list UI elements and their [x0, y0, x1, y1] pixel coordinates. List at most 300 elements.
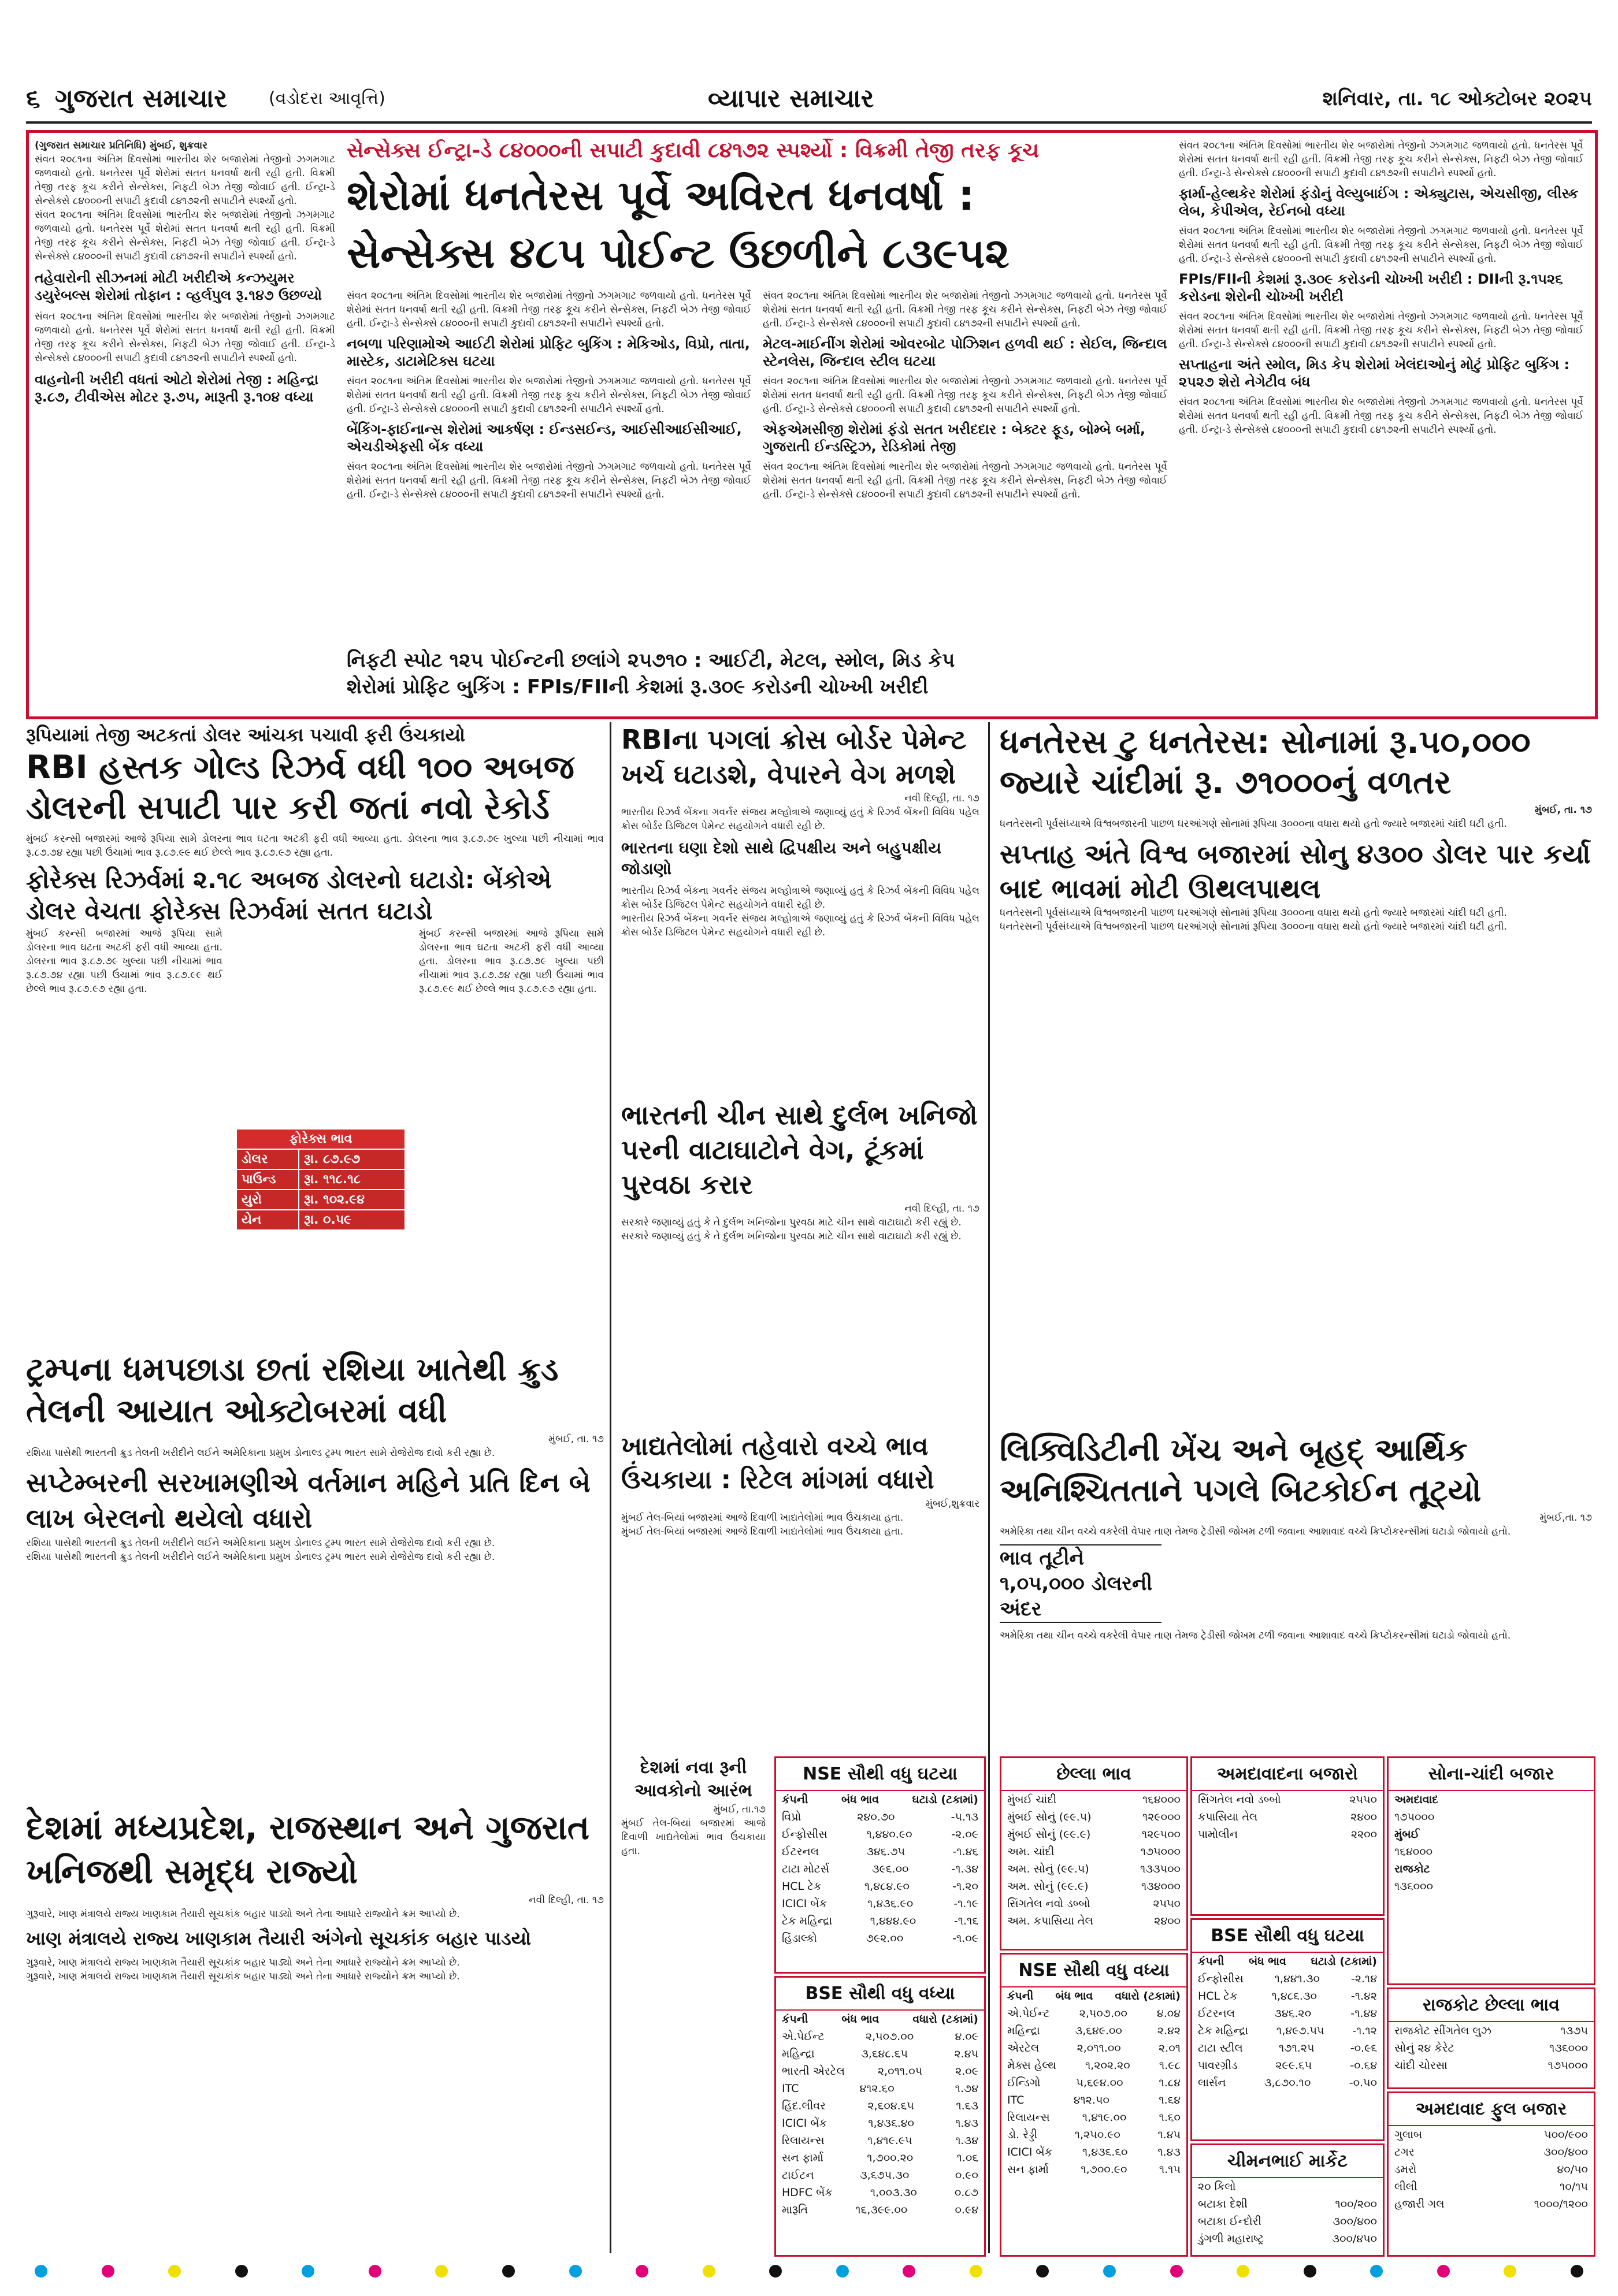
- table-row: [776, 1930, 984, 1947]
- table-cell: રાજકોટ સીંગતેલ લુઝ: [1394, 2024, 1491, 2037]
- gold-text-3: ધનતેરસની પૂર્વસંધ્યાએ વિશ્વબજારની પાછળ ઘરઆંગણે સોનામાં રૂપિયા ૩૦૦૦ના વધારા થયો હતો જ્યારે બજારમાં ચાંદી ઘટી હતી.: [1000, 921, 1507, 932]
- table-body: [776, 1808, 984, 1947]
- table-row: [776, 1878, 984, 1895]
- lead-right-text4: સંવત ૨૦૮૧ના અંતિમ દિવસોમાં ભારતીય શેર બજારોમાં તેજીનો ઝગમગાટ જળવાયો હતો. ધનતેરસ પૂર્વે શેરોમાં સતત ધનવર્ષા થતી રહી હતી. વિક્રમી તેજી તરફ કૂચ કરીને સેન્સેક્સ, નિફટી બેઝ તેજી જોવાઈ હતી. ઈન્ટ્રા-ડે સેન્સેક્સે ૮૪૦૦૦ની સપાટી કુદાવી ૮૪૧૭૨ની સપાટીને સ્પર્શ્યો હતો.: [1179, 396, 1583, 436]
- lead-headline2-wrap: [347, 228, 1167, 280]
- forex-box: [237, 1130, 404, 1229]
- table-body: [1001, 1791, 1186, 1930]
- table-cell: હિંડાલ્કો: [782, 1932, 817, 1945]
- story-russia: [26, 1349, 604, 1800]
- table-cell: ઈન્ફોસીસ: [782, 1828, 827, 1841]
- story-oil: [621, 1756, 766, 2253]
- table-row: [1192, 2074, 1383, 2091]
- table-row: [1192, 2213, 1383, 2230]
- bitcoin-callout: ભાવ તૂટીને ૧,૦૫,૦૦૦ ડોલરની અંદર: [1000, 1544, 1161, 1623]
- china-text-2: સરકારે જણાવ્યું હતું કે તે દુર્લભ ખનિજોના પુરવઠા માટે ચીન સાથે વાટાઘાટો કરી રહ્યું છે.: [621, 1231, 962, 1242]
- table-row: [1389, 2195, 1594, 2213]
- lead-nifty: નિફટી સ્પોટ ૧૨૫ પોઈન્ટની છલાંગે ૨૫૭૧૦ : આઈટી, મેટલ, સ્મોલ, મિડ કેપ: [347, 649, 955, 672]
- table-cell: ૩,૮૭૦.૧૦: [1264, 2076, 1311, 2089]
- rajkot-table: [1387, 1987, 1595, 2089]
- registration-dot: [1036, 2265, 1049, 2278]
- table-cell: ૧.૬૩: [956, 2100, 978, 2112]
- bitcoin-dateline: મુંબઈ,તા. ૧૭: [1539, 1512, 1592, 1524]
- table-row: [776, 2149, 984, 2167]
- table-row: [776, 2167, 984, 2184]
- table-cell: ૧.૪૩: [955, 2117, 978, 2130]
- th: બંધ ભાવ: [841, 2013, 879, 2026]
- table-cell: ૧,૪૩૬.૬૦: [1082, 2146, 1128, 2158]
- mining-text-2: ગુરૂવારે, ખાણ મંત્રાલયે રાજ્ય ખાણકામ તૈયારી સૂચકાંક બહાર પાડ્યો અને તેના આધારે રાજ્યોને ક્રમ આપ્યો છે.: [26, 1957, 460, 1968]
- table-row: [1001, 2143, 1186, 2161]
- table-cell: ICICI બેંક: [782, 1897, 827, 1910]
- city-label: અમદાવાદ: [1394, 1793, 1438, 1806]
- lead-right2: FPIs/FIIની કેશમાં રૂ.૩૦૯ કરોડની ચોખ્ખી ખરીદી : DIIની રૂ.૧૫૨૬ કરોડના શેરોની ચોખ્ખી ખરીદી: [1179, 271, 1563, 304]
- table-row: [1389, 2143, 1594, 2161]
- table-header: [776, 2011, 984, 2028]
- th: કંપની: [1007, 1990, 1034, 2003]
- table-cell: HCL ટેક: [1198, 1990, 1238, 2003]
- table-cell: ડો. રેડ્ડી: [1007, 2128, 1038, 2141]
- table-cell: ૧.૦૬: [956, 2152, 978, 2164]
- th: વધારો (ટકામાં): [912, 2013, 978, 2026]
- table-cell: મેક્સ હેલ્થ: [1007, 2059, 1056, 2072]
- table-body: [1192, 1970, 1383, 2091]
- lead-midr-text: સંવત ૨૦૮૧ના અંતિમ દિવસોમાં ભારતીય શેર બજારોમાં તેજીનો ઝગમગાટ જળવાયો હતો. ધનતેરસ પૂર્વે શેરોમાં સતત ધનવર્ષા થતી રહી હતી. વિક્રમી તેજી તરફ કૂચ કરીને સેન્સેક્સ, નિફટી બેઝ તેજી જોવાઈ હતી. ઈન્ટ્રા-ડે સેન્સેક્સે ૮૪૦૦૦ની સપાટી કુદાવી ૮૪૧૭૨ની સપાટીને સ્પર્શ્યો હતો.: [763, 290, 1167, 329]
- bitcoin-text-2: અમેરિકા તથા ચીન વચ્ચે વકરેલી વેપાર તાણ તેમજ ટ્રેડીસી જોખમ ટળી જવાના આશાવાદ વચ્ચે ક્રિપ્ટોકરન્સીમાં ઘટાડો જોવાયો હતો.: [1000, 1630, 1511, 1641]
- table-cell: ૧,૪૮૬.૩૦: [1271, 1990, 1317, 2003]
- story-gold: [1000, 722, 1592, 1427]
- table-cell: -૧.૪૪: [1350, 2007, 1377, 2020]
- gold-dateline: મુંબઈ, તા. ૧૭: [1534, 804, 1592, 816]
- table-row: [776, 2028, 984, 2045]
- table-cell: હજારી ગલ: [1394, 2198, 1445, 2210]
- table-body: [1192, 1791, 1383, 1843]
- bitcoin-headline: લિક્વિડિટીની ખેંચ અને બૃહદ્ આર્થિક અનિશ્ચિતતાને પગલે બિટકોઈન તૂટ્યો: [1000, 1432, 1482, 1509]
- th: બંધ ભાવ: [841, 1793, 879, 1806]
- table-cell: ૦.૮૭: [954, 2186, 978, 2199]
- table-row: [1389, 2057, 1594, 2074]
- lead-right-column: [1179, 139, 1583, 705]
- nse-losers-title: NSE સૌથી વધુ ઘટયા: [776, 1758, 984, 1791]
- table-cell: ૧.૬૦: [1159, 2111, 1181, 2124]
- bse-gainers-table: [774, 1976, 986, 2257]
- table-cell: ચાંદી ચોરસા: [1394, 2059, 1448, 2072]
- table-cell: ૧૩૬૦૦૦: [1549, 2042, 1588, 2054]
- china-dateline: નવી દિલ્હી, તા. ૧૭: [904, 1203, 979, 1214]
- table-row: [776, 2201, 984, 2219]
- table-cell: ટાટા સ્ટીલ: [1198, 2042, 1243, 2054]
- lead-nifty-wrap: [347, 647, 1167, 705]
- table-cell: ઈન્ડિગો: [1007, 2076, 1041, 2089]
- table-cell: ૧૭૫૦૦૦: [1140, 1845, 1181, 1858]
- table-row: [1389, 2039, 1594, 2057]
- table-cell: ઈટરનલ: [1198, 2007, 1235, 2020]
- food-text-2: મુંબઈ તેલ-બિયાં બજારમાં આજે દિવાળી ખાદ્યતેલોમાં ભાવ ઉંચકાયા હતા.: [621, 1526, 904, 1537]
- ahmedabad-title: અમદાવાદના બજારો: [1192, 1758, 1383, 1791]
- rbi-text-3: ભારતીય રિઝર્વ બેંકના ગવર્નર સંજય મલ્હોત્રાએ જણાવ્યું હતું કે રિઝર્વ બેંકની વિવિધ પહેલ ક્રોસ બોર્ડર ડિજિટલ પેમેન્ટ સહયોગને વધારી રહી છે.: [621, 913, 979, 938]
- table-cell: ૨૪૦.૭૦: [857, 1811, 895, 1823]
- table-row: [776, 2080, 984, 2097]
- page-number: ૬: [26, 84, 40, 113]
- table-cell: ૨,૦૧૧.૦૦: [1077, 2042, 1121, 2054]
- city-label: મુંબઈ: [1394, 1828, 1420, 1841]
- registration-dot: [102, 2265, 114, 2278]
- table-cell: ૧,૪૧૯.૯૫: [867, 2134, 912, 2147]
- table-row: [1192, 1791, 1383, 1808]
- table-cell: મહિન્દ્રા: [782, 2048, 815, 2060]
- rupee-text-3: મુંબઈ કરન્સી બજારમાં આજે રૂપિયા સામે ડોલરના ભાવ ઘટતા અટકી ફરી વધી આવ્યા હતા. ડોલરના ભાવ રૂ.૮૭.૭૯ ખુલ્યા પછી નીચામાં ભાવ રૂ.૮૭.૭૪ રહ્યા પછી ઉંચામાં ભાવ રૂ.૮૭.૯૯ થઈ છેલ્લે ભાવ રૂ.૮૭.૯૭ રહ્યા હતા.: [419, 928, 604, 995]
- lead-text-3: સંવત ૨૦૮૧ના અંતિમ દિવસોમાં ભારતીય શેર બજારોમાં તેજીનો ઝગમગાટ જળવાયો હતો. ધનતેરસ પૂર્વે શેરોમાં સતત ધનવર્ષા થતી રહી હતી. વિક્રમી તેજી તરફ કૂચ કરીને સેન્સેક્સ, નિફટી બેઝ તેજી જોવાઈ હતી. ઈન્ટ્રા-ડે સેન્સેક્સે ૮૪૦૦૦ની સપાટી કુદાવી ૮૪૧૭૨ની સપાટીને સ્પર્શ્યો હતો.: [35, 311, 335, 364]
- registration-dot: [369, 2265, 381, 2278]
- table-cell: ૨૯૯.૬૫: [1275, 2059, 1312, 2072]
- lead-mid-text: સંવત ૨૦૮૧ના અંતિમ દિવસોમાં ભારતીય શેર બજારોમાં તેજીનો ઝગમગાટ જળવાયો હતો. ધનતેરસ પૂર્વે શેરોમાં સતત ધનવર્ષા થતી રહી હતી. વિક્રમી તેજી તરફ કૂચ કરીને સેન્સેક્સ, નિફટી બેઝ તેજી જોવાઈ હતી. ઈન્ટ્રા-ડે સેન્સેક્સે ૮૪૦૦૦ની સપાટી કુદાવી ૮૪૧૭૨ની સપાટીને સ્પર્શ્યો હતો.: [347, 290, 751, 329]
- table-cell: ૧.૬૪: [1159, 2094, 1181, 2106]
- registration-dot: [703, 2265, 715, 2278]
- russia-sub: સપ્ટેમ્બરની સરખામણીએ વર્તમાન મહિને પ્રતિ દિન બે લાખ બેરલનો થયેલો વધારો: [26, 1467, 591, 1534]
- table-cell: ૧.૮૪: [1159, 2076, 1181, 2089]
- table-cell: ૧૦૦/૨૦૦: [1335, 2198, 1377, 2210]
- table-row: [1001, 1878, 1186, 1895]
- table-cell: હિંદ.લીવર: [782, 2100, 826, 2112]
- table-cell: ૧,૪૯૭.૫૫: [1276, 2024, 1324, 2037]
- table-cell: ૧૩૭૫: [1560, 2024, 1588, 2037]
- rupee-text-2: મુંબઈ કરન્સી બજારમાં આજે રૂપિયા સામે ડોલરના ભાવ ઘટતા અટકી ફરી વધી આવ્યા હતા. ડોલરના ભાવ રૂ.૮૭.૭૯ ખુલ્યા પછી નીચામાં ભાવ રૂ.૮૭.૭૪ રહ્યા પછી ઉંચામાં ભાવ રૂ.૮૭.૯૯ થઈ છેલ્લે ભાવ રૂ.૮૭.૯૭ રહ્યા હતા.: [26, 928, 222, 995]
- table-cell: ૧,૦૦૩.૩૦: [870, 2186, 917, 2199]
- table-cell: ૧૨૯૦૦૦: [1142, 1811, 1181, 1823]
- table-cell: ૧,૪૮૪.૯૦: [864, 1880, 910, 1893]
- lead-right-text: સંવત ૨૦૮૧ના અંતિમ દિવસોમાં ભારતીય શેર બજારોમાં તેજીનો ઝગમગાટ જળવાયો હતો. ધનતેરસ પૂર્વે શેરોમાં સતત ધનવર્ષા થતી રહી હતી. વિક્રમી તેજી તરફ કૂચ કરીને સેન્સેક્સ, નિફટી બેઝ તેજી જોવાઈ હતી. ઈન્ટ્રા-ડે સેન્સેક્સે ૮૪૦૦૦ની સપાટી કુદાવી ૮૪૧૭૨ની સપાટીને સ્પર્શ્યો હતો.: [1179, 140, 1583, 179]
- table-cell: ૧૦૦૦/૧૨૦૦: [1534, 2198, 1588, 2210]
- table-cell: ૨,૦૧૧.૦૫: [877, 2065, 923, 2078]
- table-cell: સન ફાર્મા: [1007, 2163, 1049, 2176]
- table-cell: ૧,૪૪૧.૩૦: [1274, 1972, 1320, 1985]
- table-cell: રિલાયન્સ: [782, 2134, 825, 2147]
- table-row: [1001, 2005, 1186, 2022]
- table-row: [1192, 1970, 1383, 1987]
- table-row: [1001, 2161, 1186, 2178]
- table-cell: ૨,૫૦૭.૦૦: [1079, 2007, 1127, 2020]
- mining-sub: ખાણ મંત્રાલયે રાજ્ય ખાણકામ તૈયારી અંગેનો સૂચકાંક બહાર પાડયો: [26, 1927, 531, 1949]
- forex-value: રૂા. ૮૭.૯૭: [304, 1152, 361, 1166]
- russia-text: રશિયા પાસેથી ભારતની ક્રુડ તેલની ખરીદીને લઈને અમેરિકાના પ્રમુખ ડોનાલ્ડ ટ્રમ્પ ભારત સામે રોજેરોજ દાવો કરી રહ્યા છે.: [26, 1447, 495, 1459]
- th: ઘટાડો (ટકામાં): [912, 1793, 978, 1806]
- th: કંપની: [782, 2013, 808, 2026]
- registration-marks: [35, 2265, 1583, 2282]
- table-cell: અમ. સોનું (૯૯.૯): [1007, 1880, 1089, 1893]
- china-text: સરકારે જણાવ્યું હતું કે તે દુર્લભ ખનિજોના પુરવઠા માટે ચીન સાથે વાટાઘાટો કરી રહ્યું છે.: [621, 1217, 962, 1228]
- table-row: [776, 2063, 984, 2080]
- ahmedabad-market-table: [1190, 1756, 1385, 1916]
- story-rbi: [621, 722, 979, 1092]
- table-cell: સન ફાર્મા: [782, 2152, 823, 2164]
- story-china: [621, 1098, 979, 1421]
- section-title: વ્યાપાર સમાચાર: [708, 84, 874, 113]
- table-cell: ૧,૪૪૦.૯૦: [866, 1828, 912, 1841]
- table-cell: ભારતી એરટેલ: [782, 2065, 845, 2078]
- table-cell: ૨૨૦૦: [1350, 1828, 1377, 1841]
- story-mining: [26, 1805, 604, 2256]
- table-cell: -૧.૦૯: [952, 1932, 978, 1945]
- russia-dateline: મુંબઈ, તા. ૧૭: [548, 1433, 604, 1445]
- forex-name: પાઉન્ડ: [237, 1170, 299, 1189]
- table-cell: લીલી: [1394, 2180, 1417, 2193]
- table-row: [1192, 2057, 1383, 2074]
- table-cell: ICICI બેંક: [782, 2117, 827, 2130]
- bse-losers-title: BSE સૌથી વધુ ઘટયા: [1192, 1920, 1383, 1953]
- forex-row: [237, 1169, 404, 1189]
- table-row: [1192, 1987, 1383, 2005]
- table-cell: અમ. કપાસિયા તેલ: [1007, 1915, 1093, 1927]
- lead-sub2: વાહનોની ખરીદી વધતાં ઓટો શેરોમાં તેજી : મહિન્દ્રા રૂ.૮૭, ટીવીએસ મોટર રૂ.૭૫, મારૂતી રૂ.૧૦૪ વધ્યા: [35, 371, 319, 405]
- table-cell: અમ. ચાંદી: [1007, 1845, 1055, 1858]
- forex-row: [237, 1209, 404, 1229]
- lead-sub4: બેંકિંગ-ફાઈનાન્સ શેરોમાં આકર્ષણ : ઈન્ડસઈન્ડ, આઈસીઆઈસીઆઈ, એચડીએફસી બેંક વધ્યા: [347, 421, 742, 455]
- registration-dot: [168, 2265, 181, 2278]
- table-row: [1192, 2195, 1383, 2213]
- lead-right1: ફાર્મા-હેલ્થકેર શેરોમાં ફંડોનું વેલ્યુબાઈંગ : એક્યુટાસ, એચસીજી, લીસ્ક લેબ, કેપીએલ, રેઈનબો વધ્યા: [1179, 185, 1579, 219]
- table-cell: ટેક મહિન્દ્રા: [1198, 2024, 1249, 2037]
- lead-sub5: મેટલ-માઈનીંગ શેરોમાં ઓવરબોટ પોઝિશન હળવી થઈ : સેઈલ, જિન્દાલ સ્ટેનલેસ, જિન્દાલ સ્ટીલ ઘટયા: [763, 336, 1167, 369]
- lead-midr-text3: સંવત ૨૦૮૧ના અંતિમ દિવસોમાં ભારતીય શેર બજારોમાં તેજીનો ઝગમગાટ જળવાયો હતો. ધનતેરસ પૂર્વે શેરોમાં સતત ધનવર્ષા થતી રહી હતી. વિક્રમી તેજી તરફ કૂચ કરીને સેન્સેક્સ, નિફટી બેઝ તેજી જોવાઈ હતી. ઈન્ટ્રા-ડે સેન્સેક્સે ૮૪૦૦૦ની સપાટી કુદાવી ૮૪૧૭૨ની સપાટીને સ્પર્શ્યો હતો.: [763, 461, 1167, 500]
- table-row: [1192, 1826, 1383, 1843]
- table-row: [776, 1843, 984, 1860]
- table-cell: ૧.૯૮: [1159, 2059, 1181, 2072]
- mining-text-3: ગુરૂવારે, ખાણ મંત્રાલયે રાજ્ય ખાણકામ તૈયારી સૂચકાંક બહાર પાડ્યો અને તેના આધારે રાજ્યોને ક્રમ આપ્યો છે.: [26, 1971, 460, 1982]
- table-cell: ઈટરનલ: [782, 1845, 819, 1858]
- table-row: [776, 2097, 984, 2115]
- table-cell: -૨.૦૯: [951, 1828, 978, 1841]
- table-cell: ૧,૪૩૬.૯૦: [867, 1897, 914, 1910]
- table-row: [1389, 2022, 1594, 2039]
- mining-dateline: નવી દિલ્હી, તા. ૧૭: [529, 1894, 604, 1906]
- table-row: [776, 1895, 984, 1912]
- gold-headline: ધનતેરસ ટુ ધનતેરસ: સોનામાં રૂ.૫૦,૦૦૦ જ્યારે ચાંદીમાં રૂ. ૭૧૦૦૦નું વળતર: [1000, 723, 1531, 801]
- table-cell: ૨.૪૫: [954, 2048, 978, 2060]
- gold-text: ધનતેરસની પૂર્વસંધ્યાએ વિશ્વબજારની પાછળ ઘરઆંગણે સોનામાં રૂપિયા ૩૦૦૦ના વધારા થયો હતો જ્યારે બજારમાં ચાંદી ઘટી હતી.: [1000, 818, 1507, 830]
- table-cell: ૩૪૬.૭૫: [866, 1845, 906, 1858]
- registration-dot: [35, 2265, 47, 2278]
- table-cell: ૧.૪૫: [1157, 2128, 1181, 2141]
- table-cell: ૨.૦૯: [955, 2065, 978, 2078]
- mining-headline: દેશમાં મધ્યપ્રદેશ, રાજસ્થાન અને ગુજરાત ખનિજથી સમૃદ્ધ રાજ્યો: [26, 1808, 590, 1891]
- table-cell: -૧.૪૬: [952, 1845, 978, 1858]
- table-cell: ૧,૪૧૯.૦૦: [1082, 2111, 1127, 2124]
- table-row: [1001, 1860, 1186, 1878]
- table-row: [1192, 2178, 1383, 2195]
- th: કંપની: [1198, 1955, 1224, 1968]
- table-cell: -૫.૧૩: [951, 1811, 978, 1823]
- table-cell: ટગર: [1394, 2146, 1415, 2158]
- rupee-text: મુંબઈ કરન્સી બજારમાં આજે રૂપિયા સામે ડોલરના ભાવ ઘટતા અટકી ફરી વધી આવ્યા હતા. ડોલરના ભાવ રૂ.૮૭.૭૯ ખુલ્યા પછી નીચામાં ભાવ રૂ.૮૭.૭૪ રહ્યા પછી ઉંચામાં ભાવ રૂ.૮૭.૯૯ થઈ છેલ્લે ભાવ રૂ.૮૭.૯૭ રહ્યા હતા.: [26, 833, 604, 859]
- table-cell: ૧.૭૪: [955, 2082, 978, 2095]
- table-cell: એ.પેઈન્ટ: [1007, 2007, 1050, 2020]
- bse-gainers-title: BSE સૌથી વધુ વધ્યા: [776, 1978, 984, 2011]
- russia-text-3: રશિયા પાસેથી ભારતની ક્રુડ તેલની ખરીદીને લઈને અમેરિકાના પ્રમુખ ડોનાલ્ડ ટ્રમ્પ ભારત સામે રોજેરોજ દાવો કરી રહ્યા છે.: [26, 1551, 495, 1563]
- nse-losers-table: [774, 1756, 986, 1974]
- table-cell: ૧,૨૦૨.૨૦: [1085, 2059, 1130, 2072]
- table-cell: ૩૦૦/૪૦૦: [1333, 2215, 1377, 2228]
- rbi-text: ભારતીય રિઝર્વ બેંકના ગવર્નર સંજય મલ્હોત્રાએ જણાવ્યું હતું કે રિઝર્વ બેંકની વિવિધ પહેલ ક્રોસ બોર્ડર ડિજિટલ પેમેન્ટ સહયોગને વધારી રહી છે.: [621, 807, 979, 832]
- table-cell: ટાઈટન: [782, 2169, 814, 2182]
- table-cell: ITC: [1007, 2094, 1025, 2106]
- table-row: [1389, 2178, 1594, 2195]
- lead-sub1: તહેવારોની સીઝનમાં મોટી ખરીદીએ કન્ઝયુમર ડયુરેબલ્સ શેરોમાં તોફાન : વ્હર્લપુલ રૂ.૧૪૭ ઉછળ્યો: [35, 270, 322, 303]
- table-cell: ૪૦/૫૦: [1557, 2163, 1588, 2176]
- forex-spacer: [234, 927, 407, 1054]
- lead-text: સંવત ૨૦૮૧ના અંતિમ દિવસોમાં ભારતીય શેર બજારોમાં તેજીનો ઝગમગાટ જળવાયો હતો. ધનતેરસ પૂર્વે શેરોમાં સતત ધનવર્ષા થતી રહી હતી. વિક્રમી તેજી તરફ કૂચ કરીને સેન્સેક્સ, નિફટી બેઝ તેજી જોવાઈ હતી. ઈન્ટ્રા-ડે સેન્સેક્સે ૮૪૦૦૦ની સપાટી કુદાવી ૮૪૧૭૨ની સપાટીને સ્પર્શ્યો હતો.: [35, 154, 335, 207]
- table-cell: ૩,૬૪૮.૬૫: [861, 2048, 908, 2060]
- forex-name: યુરો: [237, 1190, 299, 1209]
- lead-headline1-wrap: [347, 170, 1167, 222]
- gold-sub: સપ્તાહ અંતે વિશ્વ બજારમાં સોનુ ૪૩૦૦ ડોલર પાર કર્યા બાદ ભાવમાં મોટી ઊથલપાથલ: [1000, 838, 1591, 904]
- lead-sub6: એફએમસીજી શેરોમાં ફંડો સતત ખરીદદાર : બેક્ટર ફૂડ, બોમ્બે બર્મા, ગુજરાતી ઈન્ડસ્ટ્રિઝ, રેડિકોમાં તેજી: [763, 421, 1145, 455]
- table-cell: ગુલાબ: [1394, 2128, 1423, 2141]
- table-cell: ૨,૫૦૭.૦૦: [865, 2030, 914, 2043]
- table-header: [776, 1791, 984, 1808]
- bse-losers-table: [1190, 1918, 1385, 2141]
- table-cell: -૨.૧૪: [1350, 1972, 1377, 1985]
- table-cell: અમ. સોનું (૯૯.૫): [1007, 1863, 1089, 1875]
- table-row: [1001, 2091, 1186, 2109]
- table-cell: ICICI બેંક: [1007, 2146, 1053, 2158]
- table-row: [1001, 1826, 1186, 1843]
- registration-dot: [1504, 2265, 1516, 2278]
- table-row: [1001, 1912, 1186, 1930]
- flower-table: [1387, 2091, 1595, 2257]
- registration-dot: [1304, 2265, 1316, 2278]
- table-row: [1001, 2074, 1186, 2091]
- registration-dot: [1437, 2265, 1450, 2278]
- th: કંપની: [782, 1793, 808, 1806]
- table-body: [1001, 2005, 1186, 2178]
- chiman-market-table: [1190, 2143, 1385, 2257]
- table-cell: સિંગતેલ નવો ડબ્બો: [1198, 1793, 1281, 1806]
- table-cell: HDFC બેંક: [782, 2186, 833, 2199]
- registration-dot: [1237, 2265, 1249, 2278]
- registration-dot: [836, 2265, 849, 2278]
- table-cell: મુંબઈ સોનું (૯૯.૫): [1007, 1811, 1092, 1823]
- story-bitcoin: [1000, 1430, 1592, 1753]
- table-row: [776, 2132, 984, 2149]
- table-row: [776, 2184, 984, 2201]
- table-row: [1192, 1808, 1383, 1826]
- table-cell: ૨.૦૧: [1159, 2042, 1181, 2054]
- masthead: [26, 78, 1592, 124]
- food-headline: ખાદ્યતેલોમાં તહેવારો વચ્ચે ભાવ ઉંચકાયા : રિટેલ માંગમાં વધારો: [621, 1432, 934, 1495]
- last-prices-title: છેલ્લા ભાવ: [1001, 1758, 1186, 1791]
- table-cell: ૦.૯૪: [955, 2204, 978, 2216]
- lead-text-2: સંવત ૨૦૮૧ના અંતિમ દિવસોમાં ભારતીય શેર બજારોમાં તેજીનો ઝગમગાટ જળવાયો હતો. ધનતેરસ પૂર્વે શેરોમાં સતત ધનવર્ષા થતી રહી હતી. વિક્રમી તેજી તરફ કૂચ કરીને સેન્સેક્સ, નિફટી બેઝ તેજી જોવાઈ હતી. ઈન્ટ્રા-ડે સેન્સેક્સે ૮૪૦૦૦ની સપાટી કુદાવી ૮૪૧૭૨ની સપાટીને સ્પર્શ્યો હતો.: [35, 209, 335, 262]
- registration-dot: [769, 2265, 782, 2278]
- table-cell: ૨.૪૨: [1157, 2024, 1181, 2037]
- table-cell: ૩૪૬.૨૦: [1274, 2007, 1312, 2020]
- column-rule: [988, 722, 990, 2253]
- table-cell: -૧.૧૬: [953, 1915, 978, 1927]
- lead-headline1: શેરોમાં ધનતેરસ પૂર્વે અવિરત ધનવર્ષા :: [347, 171, 975, 220]
- rbi-dateline: નવી દિલ્હી, તા. ૧૭: [904, 793, 979, 804]
- table-cell: મહિન્દ્રા: [1007, 2024, 1040, 2037]
- table-cell: મુંબઈ ચાંદી: [1007, 1793, 1057, 1806]
- flower-title: અમદાવાદ ફુલ બજાર: [1389, 2093, 1594, 2126]
- table-cell: બટાકા દેશી: [1198, 2198, 1248, 2210]
- table-cell: ૨૦ કિલો: [1198, 2180, 1236, 2193]
- russia-text-2: રશિયા પાસેથી ભારતની ક્રુડ તેલની ખરીદીને લઈને અમેરિકાના પ્રમુખ ડોનાલ્ડ ટ્રમ્પ ભારત સામે રોજેરોજ દાવો કરી રહ્યા છે.: [26, 1537, 495, 1549]
- bitcoin-text: અમેરિકા તથા ચીન વચ્ચે વકરેલી વેપાર તાણ તેમજ ટ્રેડીસી જોખમ ટળી જવાના આશાવાદ વચ્ચે ક્રિપ્ટોકરન્સીમાં ઘટાડો જોવાયો હતો.: [1000, 1526, 1511, 1537]
- forex-value: રૂા. ૦.૫૯: [304, 1213, 352, 1227]
- table-cell: મુંબઈ સોનું (૯૯.૯): [1007, 1828, 1091, 1841]
- table-cell: -૧.૧૨: [1352, 2024, 1377, 2037]
- table-cell: ૧,૭૦૦.૨૦: [867, 2152, 914, 2164]
- registration-dot: [235, 2265, 248, 2278]
- rupee-sub: ફોરેક્સ રિઝર્વમાં ૨.૧૮ અબજ ડોલરનો ઘટાડો: બેંકોએ ડોલર વેચતા ફોરેક્સ રિઝર્વમાં સતત ઘટાડો: [26, 865, 552, 925]
- column-rule: [610, 722, 611, 2253]
- table-cell: -૧.૨૦: [952, 1880, 978, 1893]
- table-cell: ૩૦૦/૪૫૦: [1332, 2232, 1377, 2245]
- table-cell: -૦.૯૬: [1350, 2042, 1377, 2054]
- table-cell: ૧૭૧.૨૫: [1278, 2042, 1315, 2054]
- table-cell: ડમરો: [1394, 2163, 1417, 2176]
- table-row: [1192, 2039, 1383, 2057]
- table-cell: ૧૩૪૦૦૦: [1141, 1880, 1181, 1893]
- oil-text: મુંબઈ તેલ-બિયાં બજારમાં આજે દિવાળી ખાદ્યતેલોમાં ભાવ ઉંચકાયા હતા.: [621, 1818, 766, 1857]
- table-cell: -૧.૧૯: [953, 1897, 978, 1910]
- table-cell: ૨૫૫૦: [1349, 1793, 1377, 1806]
- table-cell: ૧,૨૫૦.૯૦: [1074, 2128, 1120, 2141]
- lead-right-text2: સંવત ૨૦૮૧ના અંતિમ દિવસોમાં ભારતીય શેર બજારોમાં તેજીનો ઝગમગાટ જળવાયો હતો. ધનતેરસ પૂર્વે શેરોમાં સતત ધનવર્ષા થતી રહી હતી. વિક્રમી તેજી તરફ કૂચ કરીને સેન્સેક્સ, નિફટી બેઝ તેજી જોવાઈ હતી. ઈન્ટ્રા-ડે સેન્સેક્સે ૮૪૦૦૦ની સપાટી કુદાવી ૮૪૧૭૨ની સપાટીને સ્પર્શ્યો હતો.: [1179, 225, 1583, 265]
- registration-dot: [502, 2265, 515, 2278]
- table-cell: પામોલીન: [1198, 1828, 1238, 1841]
- table-row: [1001, 1843, 1186, 1860]
- table-cell: એ.પેઈન્ટ: [782, 2030, 825, 2043]
- table-cell: બટાકા ઈન્દોરી: [1198, 2215, 1261, 2228]
- table-cell: ઈન્ફોસીસ: [1198, 1972, 1244, 1985]
- forex-title: ફોરેક્સ ભાવ: [237, 1130, 404, 1149]
- lead-left-column: [35, 139, 335, 705]
- last-prices-table: [1000, 1756, 1188, 1951]
- table-cell: -૧.૩૪: [951, 1863, 978, 1875]
- table-row: [776, 1860, 984, 1878]
- registration-dot: [636, 2265, 648, 2278]
- forex-name: ડોલર: [237, 1150, 299, 1169]
- table-cell: લાર્સન: [1198, 2076, 1226, 2089]
- table-row: [776, 2115, 984, 2132]
- oil-headline: દેશમાં નવા રૂની આવકોનો આરંભ: [634, 1758, 752, 1801]
- table-row: [1192, 2005, 1383, 2022]
- city-label: રાજકોટ: [1394, 1863, 1430, 1875]
- rbi-headline: RBIના પગલાં ક્રોસ બોર્ડર પેમેન્ટ ખર્ચ ઘટાડશે, વેપારને વેગ મળશે: [621, 724, 967, 790]
- table-body: [1192, 2178, 1383, 2247]
- table-row: [1001, 2126, 1186, 2143]
- table-cell: ૩,૬૭૫.૩૦: [860, 2169, 910, 2182]
- table-cell: ૧૦/૧૫: [1560, 2180, 1588, 2193]
- rupee-kicker: રૂપિયામાં તેજી અટકતાં ડોલર આંચકા પચાવી ફરી ઉંચકાયો: [26, 724, 466, 746]
- story-food: [621, 1430, 979, 1742]
- table-cell: ૧.૩૪: [955, 2134, 978, 2147]
- china-headline: ભારતની ચીન સાથે દુર્લભ ખનિજો પરની વાટાઘાટોને વેગ, ટૂંકમાં પુરવઠા કરાર: [621, 1099, 978, 1200]
- oil-dateline: મુંબઈ, તા.૧૭: [713, 1804, 766, 1815]
- lead-mid-right: [763, 289, 1167, 647]
- table-cell: ૪.૦૪: [1156, 2007, 1181, 2020]
- table-cell: ૫,૬૯૪.૦૦: [1076, 2076, 1123, 2089]
- table-cell: ૧,૪૩૬.૪૦: [868, 2117, 914, 2130]
- paper-name: ગુજરાત સમાચાર: [55, 84, 227, 113]
- edition: (વડોદરા આવૃત્તિ): [269, 88, 385, 109]
- nse-gainers-table: [1000, 1953, 1188, 2257]
- table-row: [1001, 1895, 1186, 1912]
- nse-gainers-title: NSE સૌથી વધુ વધ્યા: [1001, 1955, 1186, 1987]
- registration-dot: [1571, 2265, 1583, 2278]
- table-row: [1001, 2057, 1186, 2074]
